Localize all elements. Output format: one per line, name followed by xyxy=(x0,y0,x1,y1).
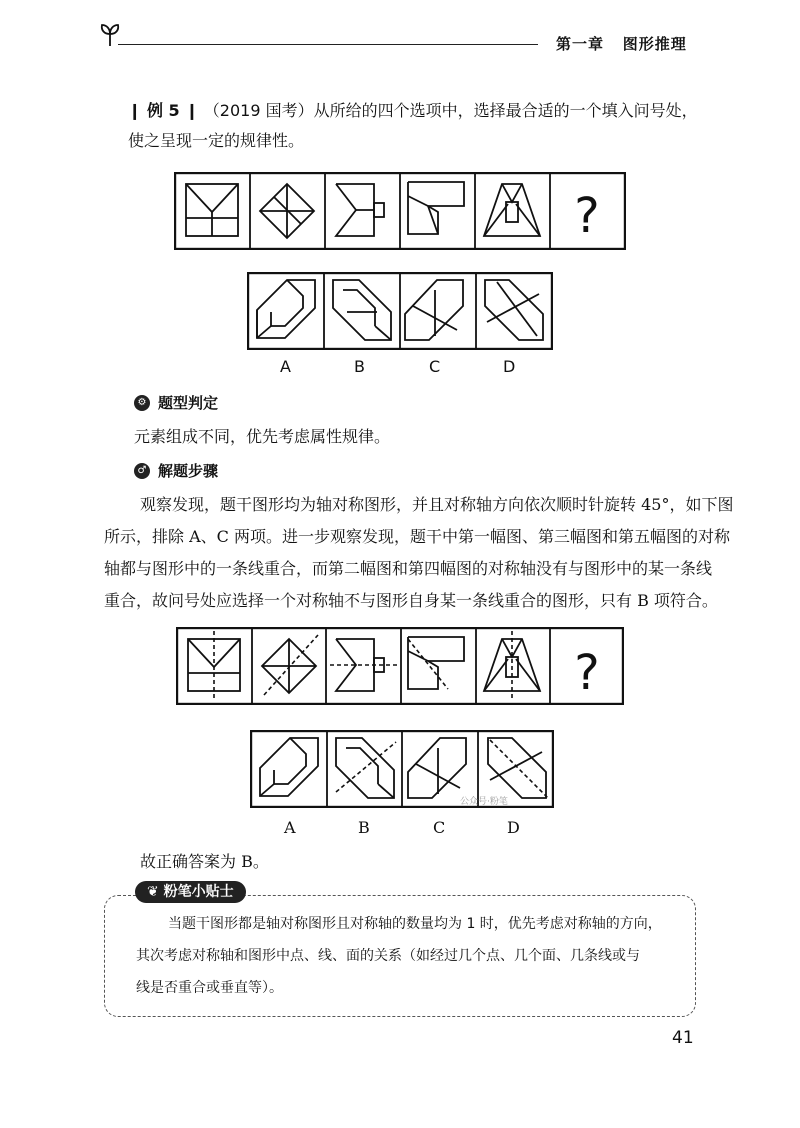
tip-line-3: 线是否重合或垂直等）。 xyxy=(136,980,283,996)
tip-line-2: 其次考虑对称轴和图形中点、线、面的关系（如经过几个点、几个面、几条线或与 xyxy=(136,948,640,964)
question-line-1: 从所给的四个选项中，选择最合适的一个填入问号处， xyxy=(313,101,698,120)
solution-letter-d: D xyxy=(507,818,520,837)
tip-line-1: 当题干图形都是轴对称图形且对称轴的数量均为 1 时，优先考虑对称轴的方向， xyxy=(168,916,662,932)
option-figure-d xyxy=(485,280,543,340)
option-letter-a: A xyxy=(280,357,291,376)
option-figure-a xyxy=(257,280,315,338)
steps-line-3: 轴都与图形中的一条线重合，而第二幅图和第四幅图的对称轴没有与图形中的某一条线 xyxy=(104,559,713,578)
steps-line-2: 所示，排除 A、C 两项。进一步观察发现，题干中第一幅图、第三幅图和第五幅图的对称 xyxy=(104,527,730,546)
sprout-icon: ❦ xyxy=(147,884,159,900)
example-label: ❙ 例 5 ❙ xyxy=(128,101,199,120)
steps-line-1: 观察发现，题干图形均为轴对称图形，并且对称轴方向依次顺时针旋转 45°，如下图 xyxy=(140,495,734,514)
steps-icon: ♂ xyxy=(134,463,150,479)
watermark-text: 公众号·粉笔 xyxy=(460,797,508,807)
solution-option-figures xyxy=(250,730,554,808)
option-letter-d: D xyxy=(503,357,516,376)
stem-figure-4 xyxy=(408,182,464,234)
stem-figure-2 xyxy=(260,184,314,238)
type-section-title: 题型判定 xyxy=(158,394,219,412)
steps-line-4: 重合，故问号处应选择一个对称轴不与图形自身某一条线重合的图形，只有 B 项符合。 xyxy=(104,591,718,610)
solution-question-mark: ? xyxy=(574,645,600,701)
steps-section-title: 解题步骤 xyxy=(158,462,219,480)
gear-icon: ⚙ xyxy=(134,395,150,411)
example-source: （2019 国考） xyxy=(203,101,314,120)
answer-option-figures xyxy=(247,272,553,350)
type-section-text: 元素组成不同，优先考虑属性规律。 xyxy=(134,427,391,446)
solution-letter-b: B xyxy=(358,818,370,837)
option-figure-b xyxy=(333,280,391,340)
solution-letter-a: A xyxy=(284,818,296,837)
option-figure-c xyxy=(405,280,463,340)
stem-figure-1 xyxy=(186,184,238,236)
stem-figure-3 xyxy=(336,184,384,236)
option-letter-b: B xyxy=(354,357,365,376)
solution-stem-figures xyxy=(176,627,624,705)
conclusion-text: 故正确答案为 B。 xyxy=(140,852,269,871)
solution-letter-c: C xyxy=(433,818,446,837)
question-mark: ? xyxy=(574,188,600,244)
question-stem-figures xyxy=(174,172,626,250)
question-line-2: 使之呈现一定的规律性。 xyxy=(128,131,305,150)
page-number: 41 xyxy=(672,1028,694,1048)
header-rule xyxy=(118,44,538,45)
option-letter-c: C xyxy=(429,357,441,376)
chapter-heading: 第一章 图形推理 xyxy=(556,35,687,53)
example-question xyxy=(128,98,708,124)
tip-label: ❦ 粉笔小贴士 xyxy=(135,881,246,903)
stem-figure-5 xyxy=(484,184,540,236)
